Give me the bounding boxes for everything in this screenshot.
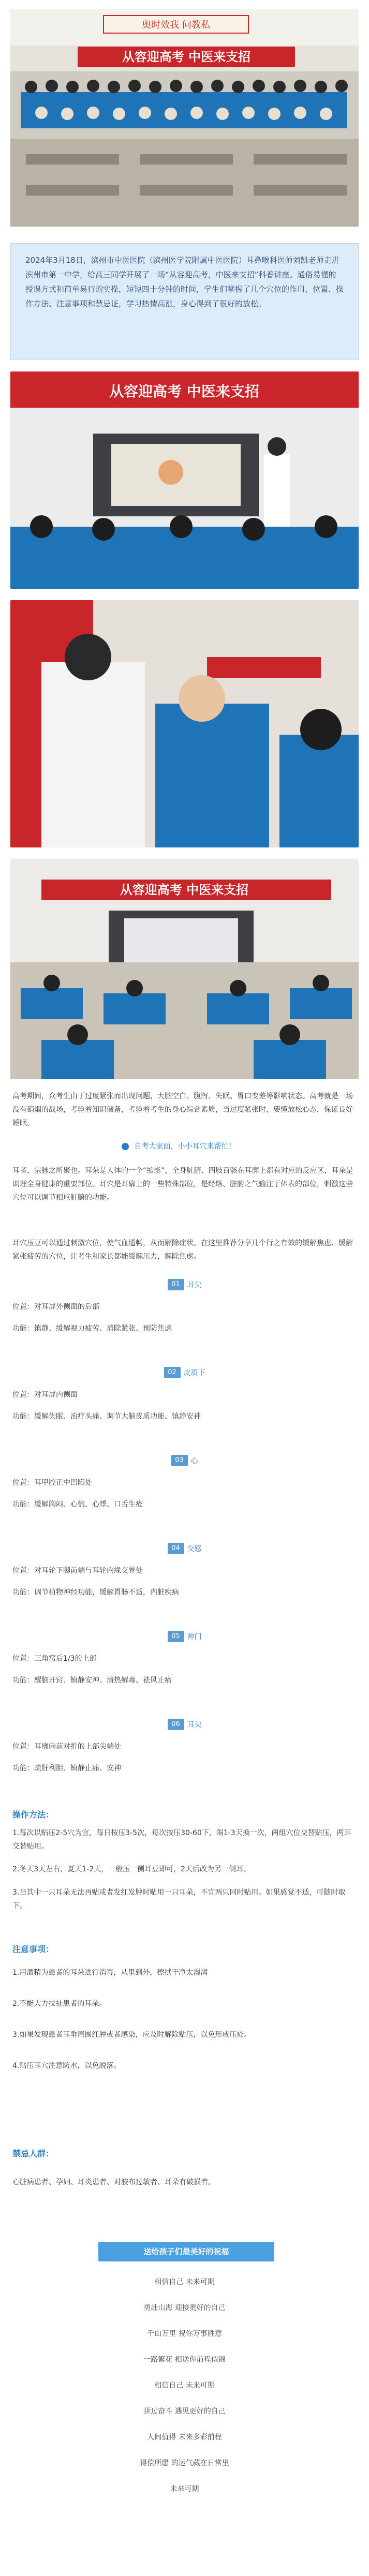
- poem-line: 拼过奋斗 遇见更好的自己: [143, 2407, 226, 2416]
- acupoint-item: [12, 1718, 357, 1775]
- point-position: 位置：对耳屏内侧面: [12, 1391, 78, 1399]
- callout-ear-acupoint: [122, 1138, 256, 1155]
- point-name: 耳尖: [187, 1281, 202, 1289]
- group-photo-classroom: [10, 9, 359, 227]
- caution-item-3: 3.如果发现患者耳垂周围红肿或者感染，应及时解除贴压，以免形成压疮。: [12, 2031, 252, 2039]
- photo1-top-sign: 奥时效我 问教私: [142, 20, 210, 31]
- lecture-photo-front: [10, 371, 359, 589]
- ear-demo-photo: [10, 600, 359, 847]
- poem-line: 一路繁花 相送你前程似锦: [143, 2356, 226, 2364]
- photo2-banner: 从容迎高考 中医来支招: [109, 383, 259, 400]
- point-position: 位置：耳廓向前对折的上部尖端处: [12, 1743, 121, 1751]
- poem-line: 勇赴山海 迎接更好的自己: [143, 2304, 226, 2312]
- poem-line: 千山万里 祝你万事胜意: [147, 2330, 222, 2338]
- caution-item-4: 4.贴压耳穴注意防水，以免脱落。: [12, 2062, 121, 2070]
- photo4-banner: 从容迎高考 中医来支招: [120, 883, 249, 897]
- acupoint-item: [12, 1542, 357, 1599]
- acupoint-item: [12, 1278, 357, 1335]
- point-name: 神门: [187, 1633, 202, 1641]
- acupoint-item: [12, 1630, 357, 1687]
- poem-line: 未来可期: [170, 2485, 199, 2493]
- point-function: 功能：醒脑开窍、镇静安神、清热解毒、祛风止痛: [12, 1676, 172, 1685]
- blessing-header: 送给孩子们最美好的祝福: [98, 2242, 274, 2261]
- poem-line: 人间值得 未来多彩前程: [147, 2433, 222, 2441]
- point-name: 心: [190, 1457, 198, 1465]
- body-paragraph-2: 耳者，宗脉之所聚也。耳朵是人体的一个“缩影”，全身脏腑、四肢百骸在耳廓上都有对应的反应区，耳朵是调理全身健康的重要部位。耳穴是耳廓上的一些特殊部位，是经络、脏腑之气输注于体表的部位，刺激这些穴位可以调节相应脏腑的功能。: [12, 1167, 353, 1202]
- point-position: 位置：耳甲腔正中凹陷处: [12, 1479, 92, 1487]
- point-position: 位置：对耳屏外侧面的后部: [12, 1303, 99, 1311]
- contra-title: 禁忌人群：: [12, 2149, 54, 2158]
- point-number: 06: [168, 1719, 184, 1730]
- point-position: 位置：三角窝后1/3的上部: [12, 1655, 97, 1663]
- point-function: 功能：疏肝利胆、镇静止痛、安神: [12, 1764, 121, 1773]
- caution-item-2: 2.不能大力拉扯患者的耳朵。: [12, 2000, 107, 2008]
- point-name: 皮质下: [183, 1369, 205, 1377]
- point-function: 功能：缓解失眠、治疗头痛、调节大脑皮质功能、镇静安神: [12, 1412, 201, 1421]
- method-item-3: 3.当其中一只耳朵无法再贴或者发红发肿时贴用一只耳朵，不宜两只同时贴用。如果感觉不适，可随时取下。: [12, 1888, 346, 1910]
- photo1-banner: 从容迎高考 中医来支招: [122, 50, 251, 64]
- cautions-title: 注意事项：: [12, 1944, 54, 1954]
- acupoint-item: [12, 1454, 357, 1511]
- point-function: 功能：调节植物神经功能，缓解胃肠不适，内脏疾病: [12, 1588, 179, 1597]
- info-dot-icon: [122, 1143, 129, 1150]
- point-number: 03: [171, 1455, 188, 1466]
- point-name: 交感: [187, 1545, 202, 1553]
- acupoint-item: [12, 1366, 357, 1423]
- callout-text: 自考大家面，小小耳穴来帮忙！: [134, 1142, 236, 1151]
- point-number: 04: [168, 1543, 184, 1554]
- method-item-1: 1.每次以贴压2-5穴为宜，每日按压3-5次，每次按压30-60下，隔1-3天换一次，两组穴位交替贴压，两耳交替贴用。: [12, 1829, 351, 1851]
- point-position: 位置：对耳轮下脚前端与耳轮内缘交界处: [12, 1567, 143, 1575]
- point-function: 功能：缓解胸闷、心慌、心悸、口舌生疮: [12, 1500, 143, 1509]
- point-name: 耳尖: [187, 1721, 202, 1729]
- point-number: 02: [164, 1367, 181, 1378]
- point-function: 功能：镇静、缓解视力疲劳、消除紧张、预防焦虑: [12, 1324, 172, 1333]
- body-paragraph-3: 耳穴压豆可以通过刺激穴位，使气血通畅，从而解除症状。在这里推荐分享几个行之有效的缓解焦虑、缓解紧张疲劳的穴位，让考生和家长都能缓解压力，解除焦虑。: [12, 1239, 353, 1261]
- classroom-wide-photo: [10, 859, 359, 1079]
- point-number: 05: [168, 1631, 184, 1642]
- method-item-2: 2.冬天3天左右，夏天1-2天，一般压一侧耳豆即可，2天后改为另一侧耳。: [12, 1865, 251, 1873]
- poem-line: 相信自己 未来可期: [154, 2381, 215, 2390]
- contra-text: 心脏病患者、孕妇、耳炎患者、对胶布过敏者、耳朵有破损者。: [12, 2178, 215, 2186]
- point-number: 01: [168, 1279, 184, 1290]
- method-title: 操作方法：: [12, 1810, 54, 1820]
- caution-item-1: 1.用酒精为患者的耳朵进行消毒，从里到外，擦拭干净太湿润: [12, 1969, 208, 1977]
- poem-line: 相信自己 未来可期: [154, 2278, 215, 2286]
- poem-line: 得偿所愿 的运气藏在日常里: [140, 2459, 229, 2467]
- body-paragraph-1: 高考期间，众考生由于过度紧张而出现问题，大脑空白、腹泻、失眠、胃口变差等影响状态。高考就是一场没有硝烟的战场，考验着知识储备，考验着考生的身心综合素质，当过度紧张时，要懂放松心态，保证良好睡眠。: [12, 1092, 353, 1127]
- intro-text: 2024年3月18日，滨州市中医医院（滨州医学院附属中医医院）耳鼻喉科医师刘凯老师走进滨州市第一中学，给高三同学开展了一场“从容迎高考，中医来支招”科普讲座。通俗易懂的授课方式和简单易行的实操，短短四十分钟的时间，学生们掌握了几个穴位的作用、位置、操作方法、注意事项和禁忌证，学习热情高涨，身心得到了很好的放松。: [10, 243, 359, 360]
